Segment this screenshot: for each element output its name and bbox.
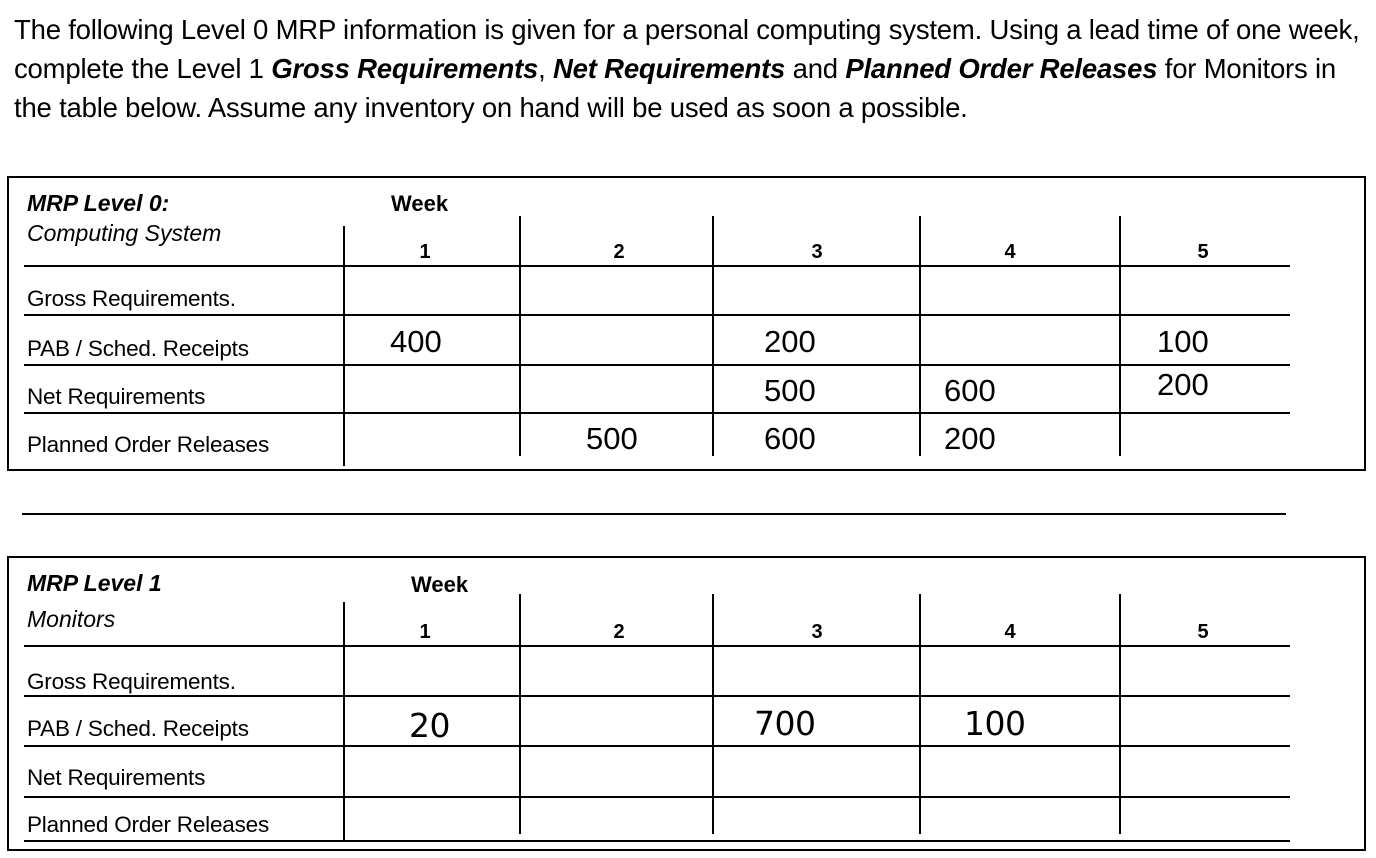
- mrp-level0-table: [7, 176, 1366, 471]
- level1-week-2: 2: [613, 621, 625, 643]
- level0-header-rule: [24, 265, 1290, 267]
- level1-cell-pab-w3: 700: [754, 704, 816, 743]
- level1-cell-pab-w1: 20: [409, 706, 450, 745]
- level0-cell-por-w3: 600: [764, 421, 816, 456]
- level0-cell-net-w5: 200: [1157, 367, 1209, 402]
- problem-statement: [14, 10, 1364, 127]
- problem-sep-2: and: [785, 53, 846, 84]
- level0-col-rule: [1119, 216, 1121, 456]
- problem-bold-planned: Planned Order Releases: [845, 53, 1158, 84]
- level0-week-label: Week: [391, 191, 449, 216]
- level1-col-rule: [1119, 594, 1121, 834]
- level0-cell-por-w2: 500: [586, 421, 638, 456]
- problem-bold-gross: Gross Requirements: [271, 53, 539, 84]
- level0-col-rule: [343, 226, 345, 466]
- level1-title: MRP Level 1: [27, 570, 162, 596]
- level0-row-label-por: Planned Order Releases: [27, 432, 269, 457]
- level1-cell-pab-w4: 100: [964, 704, 1026, 743]
- level0-row-rule: [24, 412, 1290, 414]
- level1-col-rule: [519, 594, 521, 834]
- level0-col-rule: [519, 216, 521, 456]
- level0-week-1: 1: [419, 241, 431, 263]
- problem-sep-1: ,: [538, 53, 554, 84]
- level1-week-4: 4: [1004, 621, 1016, 643]
- problem-text-2: for Monitors in the table below. Assume any inventory on hand will be used as soon a possible.: [14, 53, 1336, 123]
- level0-row-label-pab: PAB / Sched. Receipts: [27, 336, 249, 361]
- level1-week-3: 3: [811, 621, 823, 643]
- level0-week-4: 4: [1004, 241, 1016, 263]
- level0-week-5: 5: [1197, 241, 1209, 263]
- level0-cell-pab-w3: 200: [764, 324, 816, 359]
- level0-cell-por-w4: 200: [944, 421, 996, 456]
- level0-row-rule: [24, 364, 1290, 366]
- level0-row-rule: [24, 314, 1290, 316]
- level0-cell-net-w3: 500: [764, 373, 816, 408]
- level1-row-rule: [24, 796, 1290, 798]
- level1-row-label-gross: Gross Requirements.: [27, 669, 236, 694]
- level1-col-rule: [343, 602, 345, 840]
- level0-subtitle: Computing System: [27, 220, 222, 246]
- level0-col-rule: [712, 216, 714, 456]
- level0-row-label-gross: Gross Requirements.: [27, 286, 236, 311]
- level1-col-rule: [712, 594, 714, 834]
- level0-cell-pab-w1: 400: [390, 324, 442, 359]
- level1-subtitle: Monitors: [27, 606, 116, 632]
- mrp-level1-table: [7, 556, 1366, 851]
- level1-row-label-pab: PAB / Sched. Receipts: [27, 716, 249, 741]
- problem-text-1: The following Level 0 MRP information is given for a personal computing system. Using a lead time of one week, complete the Level 1: [14, 14, 1360, 84]
- level1-col-rule: [919, 594, 921, 834]
- level1-week-1: 1: [419, 621, 431, 643]
- level1-row-rule: [24, 745, 1290, 747]
- level1-row-rule: [24, 695, 1290, 697]
- level1-row-label-net: Net Requirements: [27, 765, 206, 790]
- level0-title: MRP Level 0:: [27, 190, 170, 216]
- section-divider: [22, 513, 1286, 515]
- level0-cell-net-w4: 600: [944, 373, 996, 408]
- level1-row-label-por: Planned Order Releases: [27, 812, 269, 837]
- level1-week-5: 5: [1197, 621, 1209, 643]
- level1-bottom-rule: [24, 840, 1290, 842]
- level1-header-rule: [24, 645, 1290, 647]
- level1-week-label: Week: [411, 572, 469, 597]
- level0-week-2: 2: [613, 241, 625, 263]
- problem-bold-net: Net Requirements: [553, 53, 786, 84]
- level0-col-rule: [919, 216, 921, 456]
- level0-week-3: 3: [811, 241, 823, 263]
- level0-cell-pab-w5: 100: [1157, 324, 1209, 359]
- level0-row-label-net: Net Requirements: [27, 384, 206, 409]
